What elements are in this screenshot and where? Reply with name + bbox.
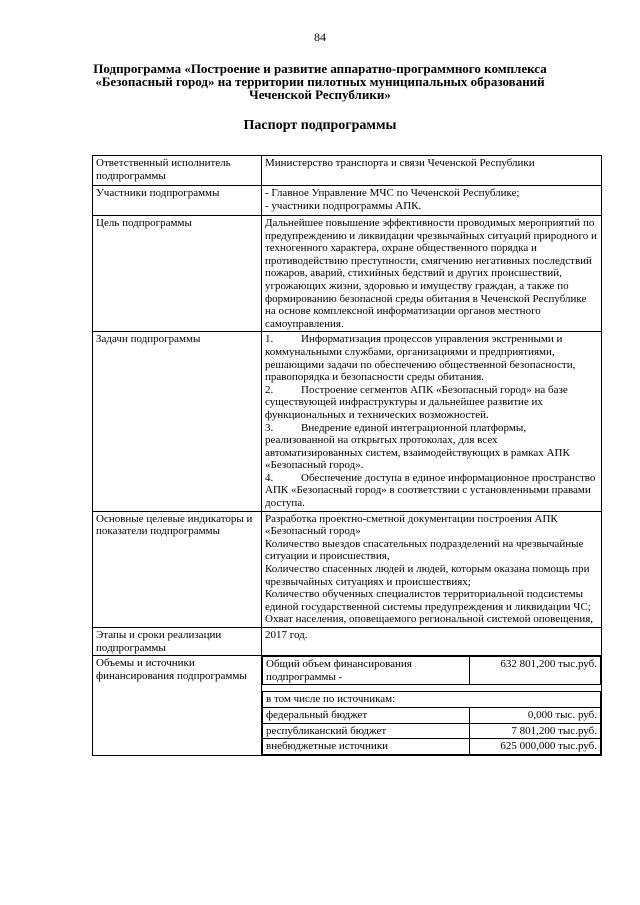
- funding-total-label: Общий объем финансирования подпрограммы -: [263, 657, 470, 685]
- row-indicators: [93, 511, 602, 627]
- funding-sources-header: в том числе по источникам:: [263, 692, 601, 708]
- task-item: 2. Построение сегментов АПК «Безопасный город» на базе существующей инфраструктуры и дальнейшее развитие их функциональных и технических возможностей.: [265, 383, 568, 421]
- participant-item: - участники подпрограммы АПК.: [265, 199, 422, 212]
- funding-source-value: 0,000 тыс. руб.: [470, 707, 601, 723]
- row-responsible: [93, 156, 602, 186]
- funding-source-row: [263, 739, 601, 755]
- tasks-value: [262, 332, 602, 511]
- funding-table: [262, 656, 601, 755]
- responsible-value: Министерство транспорта и связи Чеченской Республики: [262, 156, 602, 186]
- funding-value: [262, 656, 602, 756]
- funding-source-row: [263, 707, 601, 723]
- stages-label: Этапы и сроки реализации подпрограммы: [93, 628, 262, 656]
- funding-total-value: 632 801,200 тыс.руб.: [470, 657, 601, 685]
- row-goal: [93, 216, 602, 332]
- stages-value: 2017 год.: [262, 628, 602, 656]
- indicators-label: Основные целевые индикаторы и показатели подпрограммы: [93, 511, 262, 627]
- funding-source-name: федеральный бюджет: [263, 707, 470, 723]
- row-tasks: [93, 332, 602, 511]
- row-funding: [93, 656, 602, 756]
- document-title: Подпрограмма «Построение и развитие аппаратно-программного комплекса «Безопасный город» на территории пилотных муниципальных образований Чеченской Республики»: [93, 61, 547, 102]
- participant-item: - Главное Управление МЧС по Чеченской Республике;: [265, 187, 520, 199]
- page-number: 84: [314, 30, 326, 44]
- funding-source-row: [263, 723, 601, 739]
- indicator-item: Разработка проектно-сметной документации построения АПК «Безопасный город»: [265, 512, 558, 538]
- goal-value: Дальнейшее повышение эффективности проводимых мероприятий по предупреждению и ликвидации чрезвычайных ситуаций природного и техногенного характера, охране общественного порядка и противодействию преступности, смягчению негативных последствий пожаров, аварий, стихийных бедствий и других происшествий, угрожающих жизни, здоровью и имуществу граждан, а также по формированию безопасной среды обитания в Чеченской Республике на основе комплексной информатизации органов местного самоуправления.: [262, 216, 602, 332]
- funding-label: Объемы и источники финансирования подпрограммы: [93, 656, 262, 756]
- participants-label: Участники подпрограммы: [93, 186, 262, 216]
- indicator-item: Количество спасенных людей и людей, которым оказана помощь при чрезвычайных ситуациях и происшествиях;: [265, 563, 590, 588]
- section-subtitle: Паспорт подпрограммы: [243, 118, 397, 133]
- participants-value: [262, 186, 602, 216]
- indicator-item: Количество выездов спасательных подразделений на чрезвычайные ситуации и происшествия,: [265, 537, 584, 563]
- passport-table: [92, 155, 602, 756]
- goal-label: Цель подпрограммы: [93, 216, 262, 332]
- funding-source-name: внебюджетные источники: [263, 739, 470, 755]
- indicator-item: Охват населения, оповещаемого региональной системой оповещения,: [265, 613, 594, 626]
- funding-source-value: 7 801,200 тыс.руб.: [470, 723, 601, 739]
- indicators-value: [262, 511, 602, 627]
- tasks-label: Задачи подпрограммы: [93, 332, 262, 511]
- task-item: 4. Обеспечение доступа в единое информационное пространство АПК «Безопасный город» в соответствии с установленными правами доступа.: [265, 471, 596, 510]
- indicator-item: Количество обученных специалистов территориальной подсистемы единой государственной системы предупреждения и ликвидации ЧС;: [265, 588, 591, 613]
- funding-source-name: республиканский бюджет: [263, 723, 470, 739]
- funding-source-value: 625 000,000 тыс.руб.: [470, 739, 601, 755]
- responsible-label: Ответственный исполнитель подпрограммы: [93, 156, 262, 186]
- row-stages: [93, 628, 602, 656]
- task-item: 3. Внедрение единой интеграционной платформы, реализованной на открытых протоколах, для всех автоматизированных систем, взаимодействующих в рамках АПК «Безопасный город».: [265, 421, 570, 472]
- row-participants: [93, 186, 602, 216]
- task-item: 1. Информатизация процессов управления экстренными и коммунальными службами, организациями и предприятиями, решающими задачи по обеспечению общественной безопасности, правопорядка и безопасности среды обитания.: [265, 333, 576, 384]
